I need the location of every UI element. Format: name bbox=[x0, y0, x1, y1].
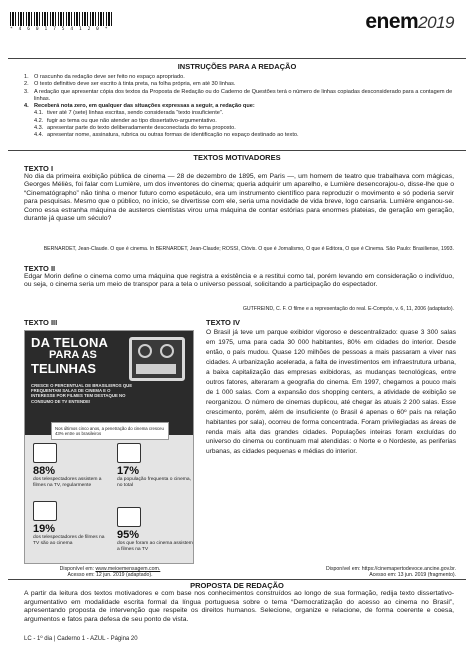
texto2-reference: GUTFREIND, C. F. O filme e a representação do real. E-Compós, v. 6, 11, 2006 (adaptado). bbox=[242, 306, 454, 312]
instructions-title: INSTRUÇÕES PARA A REDAÇÃO bbox=[177, 62, 297, 71]
motivadores-title: TEXTOS MOTIVADORES bbox=[193, 153, 281, 162]
texto3-ref-url[interactable]: www.meioemensagem.com. bbox=[95, 566, 161, 572]
infographic bbox=[24, 330, 194, 564]
film-camera-icon bbox=[129, 337, 185, 381]
texto2-heading: TEXTO II bbox=[24, 264, 56, 273]
stat-percent: 17% bbox=[117, 465, 140, 477]
instructions-list bbox=[24, 74, 464, 140]
divider bbox=[8, 58, 466, 59]
texto4-body: O Brasil já teve um parque exibidor vigoroso e descentralizado: quase 3 300 salas em 1975, uma para cada 30 000 habitantes, 80% em cidades do interior. Desde então, o país mudou. Quase 120 milhões de pessoas a mais passaram a viver nas cidades. A urbanização acelerada, a falta de investimentos em infraestrutura urbana, a baixa capitalização das empresas exibidoras, as mudanças tecnológicas, entre outros fatores, alteraram a geografia do cinema. Em 1997, chegamos a pouco mais de 1 000 salas. Com a expansão dos shopping centers, a atividade de exibição se reorganizou. O número de cinemas duplicou, até chegar às atuais 2 200 salas. Esse crescimento, porém, além de insuficiente (o Brasil é apenas o 60º país na relação habitantes por sala), ocorreu de forma concentrada. Foram privilegiadas as áreas de renda mais alta das grandes cidades. Populações inteiras foram excluídas do universo do cinema ou continuam mal atendidas: o Norte e o Nordeste, as periferias urbanas, as cidades pequenas e médias do interior. bbox=[206, 329, 456, 456]
texto1-body: No dia da primeira exibição pública de cinema — 28 de dezembro de 1895, em Paris —, um homem de teatro que trabalhava com mágicas, Georges Méliès, foi falar com Lumière, um dos inventores do cinema; queria adquirir um aparelho, e Lumière desencorajou-o, disse-lhe que o “Cinematógrapho” não tinha o menor futuro como espetáculo, era um instrumento científico para reproduzir o movimento e só poderia servir para pesquisas. Mesmo que o público, no início, se divertisse com ele, seria uma novidade de vida breve, logo cansaria. Lumière enganou-se. Como essa estranha máquina de austeros cientistas virou uma máquina de contar estórias para enormes plateias, de geração em geração, durante já quase um século? bbox=[24, 173, 454, 223]
stat-label: dos telespectadores de filmes na TV são ao cinema bbox=[33, 535, 105, 546]
instruction-item: 2. O texto definitivo deve ser escrito à tinta preta, na folha própria, em até 30 linhas. bbox=[24, 81, 236, 88]
barcode bbox=[10, 12, 114, 26]
clapperboard-icon bbox=[33, 501, 57, 521]
stat-percent: 19% bbox=[33, 523, 56, 535]
texto3-ref-prefix: Disponível em: bbox=[59, 566, 94, 572]
texto4-heading: TEXTO IV bbox=[206, 318, 241, 327]
stat-percent: 88% bbox=[33, 465, 56, 477]
infographic-subtitle: CRESCE O PERCENTUAL DE BRASILEIROS QUE FREQUENTAM SALAS DE CINEMA E O INTERESSE POR FILMES TEM DESTAQUE NO CONSUMO DE TV ENTENDE! bbox=[31, 383, 133, 404]
instruction-item: 1. O rascunho da redação deve ser feito no espaço apropriado. bbox=[24, 74, 185, 80]
stat-block bbox=[33, 465, 109, 489]
proposta-title: PROPOSTA DE REDAÇÃO bbox=[190, 581, 284, 590]
barcode-number: * 4 6 0 1 7 5 4 1 2 0 * bbox=[10, 27, 110, 32]
tv-icon bbox=[33, 443, 57, 463]
instruction-item: 3. A redação que apresentar cópia dos textos da Proposta de Redação ou do Caderno de Questões terá o número de linhas copiadas desconsiderado para a contagem de linhas. bbox=[24, 88, 453, 102]
movie-ticket-icon bbox=[117, 443, 141, 463]
infographic-header bbox=[25, 331, 193, 435]
instruction-item: 4. Receberá nota zero, em qualquer das situações expressas a seguir, a redação que: bbox=[24, 103, 255, 110]
texto1-reference: BERNARDET, Jean-Claude. O que é cinema. In BERNARDET, Jean-Claude; ROSSI, Clóvis. O que é Jornalismo, O que é Editora, O que é Cinema. São Paulo: Brasiliense, 1993. bbox=[43, 246, 454, 252]
stat-percent: 95% bbox=[117, 529, 140, 541]
popcorn-icon bbox=[117, 507, 141, 527]
instruction-subitem: 4.2. fugir ao tema ou que não atender ao tipo dissertativo-argumentativo. bbox=[34, 117, 217, 124]
texto3-heading: TEXTO III bbox=[24, 318, 58, 327]
instruction-subitem: 4.1. tiver até 7 (sete) linhas escritas, sendo considerada “texto insuficiente”. bbox=[34, 110, 224, 117]
stat-label: dos que foram ao cinema assistem a filmes na TV bbox=[117, 541, 193, 552]
instruction-subitem: 4.3. apresentar parte do texto deliberadamente desconectada do tema proposto. bbox=[34, 125, 236, 132]
instruction-subitem: 4.4. apresentar nome, assinatura, rubrica ou outras formas de identificação no espaço destinado ao texto. bbox=[34, 132, 299, 139]
infographic-callout: Nos últimos cinco anos, a penetração do cinema cresceu 43% entre os brasileiros bbox=[51, 422, 169, 440]
infographic-title-line3: TELINHAS bbox=[31, 361, 96, 376]
texto1-heading: TEXTO I bbox=[24, 164, 54, 173]
stat-block bbox=[33, 523, 109, 547]
texto2-body: Edgar Morin define o cinema como uma máquina que registra a existência e a restitui como tal, porém levando em consideração o indivíduo, ou seja, o cinema seria um meio de transpor para a tela o universo pessoal, solicitando a participação do espectador. bbox=[24, 273, 454, 289]
proposta-body: A partir da leitura dos textos motivadores e com base nos conhecimentos construídos ao longo de sua formação, redija texto dissertativo-argumentativo em modalidade escrita formal da língua portuguesa sobre o tema “Democratização do acesso ao cinema no Brasil”, apresentando proposta de intervenção que respeite os direitos humanos. Selecione, organize e relacione, de forma coerente e coesa, argumentos e fatos para defesa de seu ponto de vista. bbox=[24, 590, 454, 623]
stat-label: dos telespectadores assistem a filmes na TV, regularmente bbox=[33, 477, 102, 488]
stat-block bbox=[117, 529, 193, 553]
infographic-title-line1: DA TELONA bbox=[31, 335, 109, 350]
stat-label: da população frequenta o cinema, no total bbox=[117, 477, 191, 488]
texto3-ref-access: Acesso em: 12 jun. 2019 (adaptado). bbox=[67, 572, 153, 579]
texto4-reference bbox=[206, 566, 456, 579]
texto4-ref-line1: Disponível em: https://cinemapertodevoce.ancine.gov.br. bbox=[326, 566, 456, 572]
texto3-reference bbox=[30, 566, 190, 579]
enem-logo bbox=[365, 10, 454, 34]
logo-year: 2019 bbox=[418, 13, 454, 32]
page-footer: LC - 1º dia | Caderno 1 - AZUL - Página 20 bbox=[24, 636, 138, 642]
divider bbox=[8, 579, 466, 580]
stat-block bbox=[117, 465, 193, 489]
texto4-ref-line2: Acesso em: 13 jun. 2019 (fragmento). bbox=[369, 572, 456, 579]
logo-text: enem bbox=[365, 10, 419, 33]
infographic-title-line2: PARA AS bbox=[49, 349, 97, 361]
divider bbox=[8, 150, 466, 151]
